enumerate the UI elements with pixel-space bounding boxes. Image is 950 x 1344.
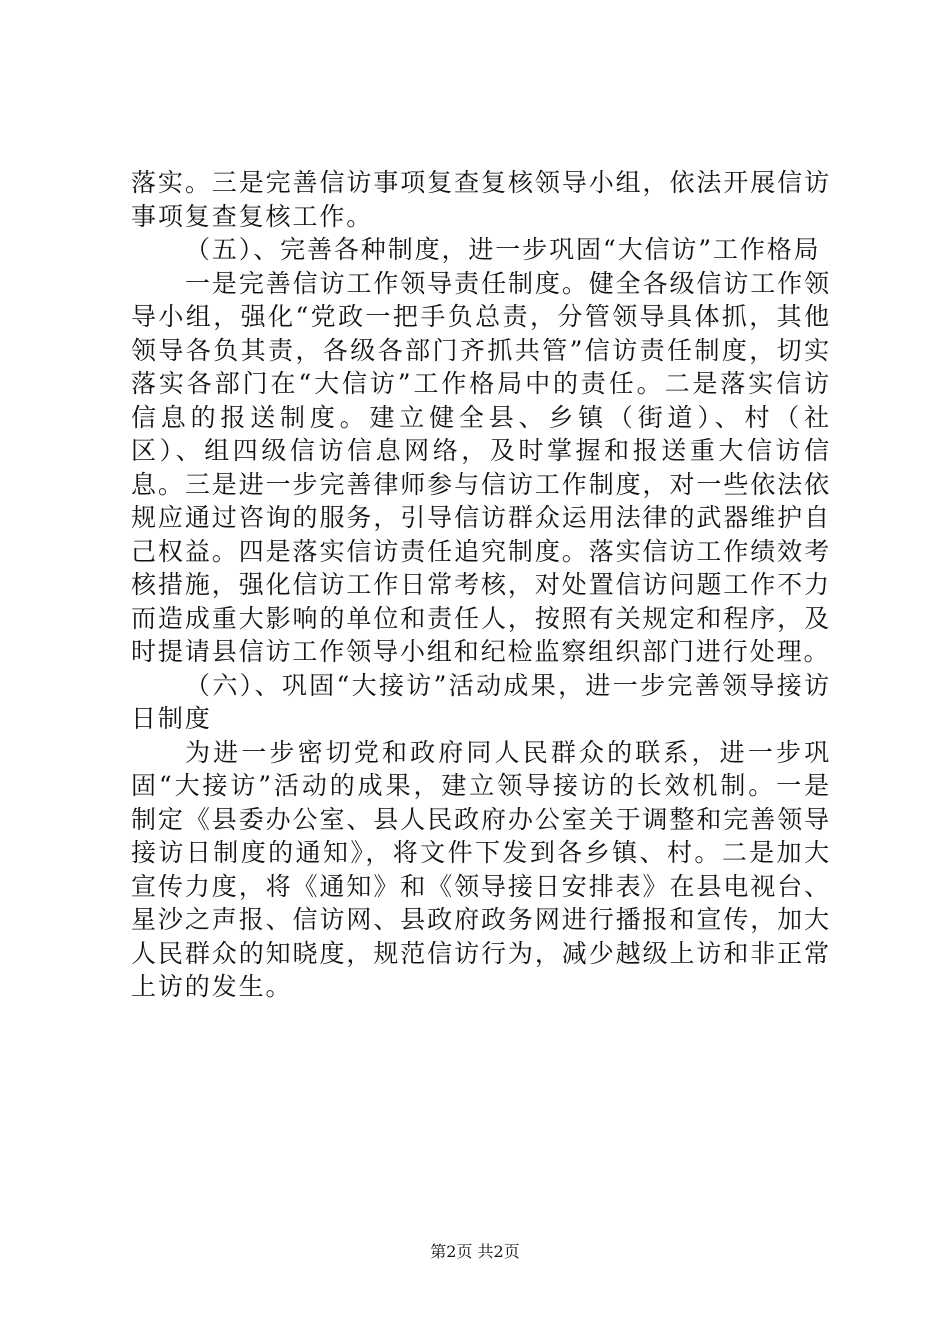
section-heading-six: （六）、巩固“大接访”活动成果，进一步完善领导接访日制度	[131, 670, 831, 733]
section-heading-five: （五）、完善各种制度，进一步巩固“大信访”工作格局	[185, 235, 821, 264]
page-number-footer: 第2页 共2页	[430, 1242, 520, 1261]
document-body	[131, 166, 831, 1004]
paragraph-continuation: 落实。三是完善信访事项复查复核领导小组，依法开展信访事项复查复核工作。	[131, 168, 831, 231]
paragraph-responsibility-system: 一是完善信访工作领导责任制度。健全各级信访工作领导小组，强化“党政一把手负总责，分管领导具体抓，其他领导各负其责，各级各部门齐抓共管”信访责任制度，切实落实各部门在“大信访”工作格局中的责任。二是落实信访信息的报送制度。建立健全县、乡镇（街道）、村（社区）、组四级信访信息网络，及时掌握和报送重大信访信息。三是进一步完善律师参与信访工作制度，对一些依法依规应通过咨询的服务，引导信访群众运用法律的武器维护自己权益。四是落实信访责任追究制度。落实信访工作绩效考核措施，强化信访工作日常考核，对处置信访问题工作不力而造成重大影响的单位和责任人，按照有关规定和程序，及时提请县信访工作领导小组和纪检监察组织部门进行处理。	[131, 268, 831, 666]
paragraph-reception-day: 为进一步密切党和政府同人民群众的联系，进一步巩固“大接访”活动的成果，建立领导接访的长效机制。一是制定《县委办公室、县人民政府办公室关于调整和完善领导接访日制度的通知》，将文件下发到各乡镇、村。二是加大宣传力度，将《通知》和《领导接日安排表》在县电视台、星沙之声报、信访网、县政府政务网进行播报和宣传，加大人民群众的知晓度，规范信访行为，减少越级上访和非正常上访的发生。	[131, 737, 831, 1001]
